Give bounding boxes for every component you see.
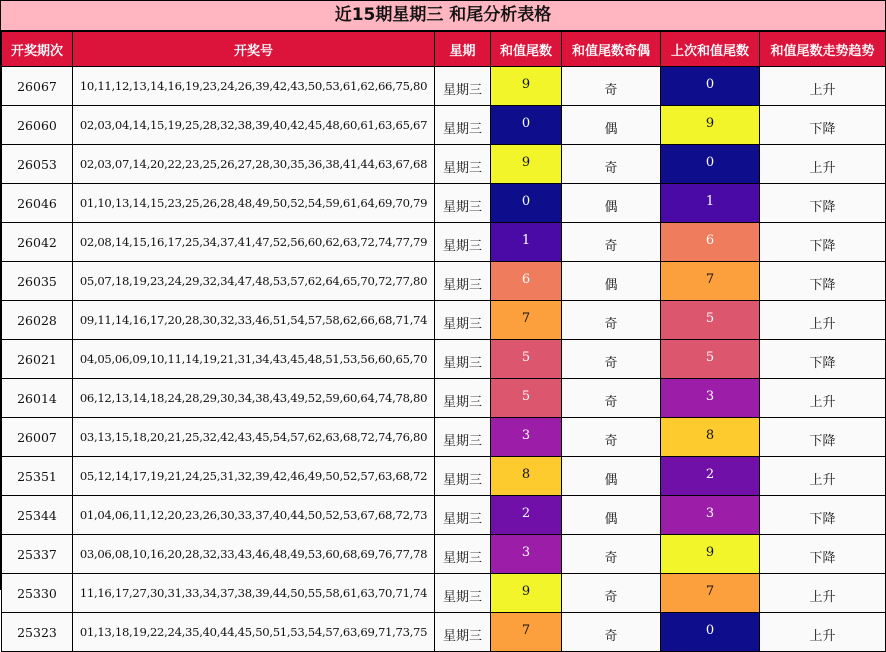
cell-issue: 26060 [2, 106, 73, 145]
table-row [2, 262, 886, 301]
cell-trend: 下降 [760, 535, 886, 574]
cell-numbers: 01,13,18,19,22,24,35,40,44,45,50,51,53,54,57,63,69,71,73,75 [73, 613, 435, 652]
cell-parity: 奇 [562, 613, 661, 652]
cell-issue: 25337 [2, 535, 73, 574]
cell-numbers: 11,16,17,27,30,31,33,34,37,38,39,44,50,55,58,61,63,70,71,74 [73, 574, 435, 613]
cell-numbers: 02,08,14,15,16,17,25,34,37,41,47,52,56,60,62,63,72,74,77,79 [73, 223, 435, 262]
table-row [2, 574, 886, 613]
cell-weekday: 星期三 [435, 613, 491, 652]
cell-parity: 偶 [562, 496, 661, 535]
cell-numbers: 01,10,13,14,15,23,25,26,28,48,49,50,52,54,59,61,64,69,70,79 [73, 184, 435, 223]
header-parity: 和值尾数奇偶 [562, 32, 661, 67]
cell-weekday: 星期三 [435, 496, 491, 535]
header-prev-tail: 上次和值尾数 [661, 32, 760, 67]
cell-issue: 25330 [2, 574, 73, 613]
cell-prev-tail: 1 [661, 184, 760, 223]
cell-trend: 下降 [760, 184, 886, 223]
table-row [2, 340, 886, 379]
cell-sum-tail: 5 [491, 379, 562, 418]
cell-prev-tail: 6 [661, 223, 760, 262]
cell-parity: 奇 [562, 223, 661, 262]
cell-prev-tail: 5 [661, 301, 760, 340]
table-row [2, 496, 886, 535]
cell-sum-tail: 3 [491, 418, 562, 457]
cell-numbers: 01,04,06,11,12,20,23,26,30,33,37,40,44,50,52,53,67,68,72,73 [73, 496, 435, 535]
cell-weekday: 星期三 [435, 67, 491, 106]
cell-issue: 26042 [2, 223, 73, 262]
cell-trend: 下降 [760, 262, 886, 301]
cell-trend: 上升 [760, 379, 886, 418]
cell-sum-tail: 0 [491, 106, 562, 145]
cell-prev-tail: 9 [661, 535, 760, 574]
cell-issue: 25344 [2, 496, 73, 535]
cell-sum-tail: 7 [491, 301, 562, 340]
cell-weekday: 星期三 [435, 574, 491, 613]
cell-parity: 奇 [562, 379, 661, 418]
cell-numbers: 02,03,07,14,20,22,23,25,26,27,28,30,35,36,38,41,44,63,67,68 [73, 145, 435, 184]
cell-weekday: 星期三 [435, 223, 491, 262]
cell-prev-tail: 0 [661, 145, 760, 184]
table-row [2, 301, 886, 340]
table-body [2, 67, 886, 652]
cell-prev-tail: 7 [661, 574, 760, 613]
cell-prev-tail: 7 [661, 262, 760, 301]
cell-weekday: 星期三 [435, 340, 491, 379]
cell-issue: 25351 [2, 457, 73, 496]
cell-sum-tail: 1 [491, 223, 562, 262]
cell-trend: 下降 [760, 106, 886, 145]
cell-sum-tail: 6 [491, 262, 562, 301]
cell-weekday: 星期三 [435, 379, 491, 418]
table-title: 近15期星期三 和尾分析表格 [1, 1, 885, 31]
cell-issue: 26067 [2, 67, 73, 106]
cell-numbers: 03,06,08,10,16,20,28,32,33,43,46,48,49,53,60,68,69,76,77,78 [73, 535, 435, 574]
cell-prev-tail: 2 [661, 457, 760, 496]
cell-issue: 26028 [2, 301, 73, 340]
cell-issue: 26021 [2, 340, 73, 379]
table-row [2, 223, 886, 262]
cell-numbers: 09,11,14,16,17,20,28,30,32,33,46,51,54,57,58,62,66,68,71,74 [73, 301, 435, 340]
cell-trend: 下降 [760, 340, 886, 379]
cell-numbers: 06,12,13,14,18,24,28,29,30,34,38,43,49,52,59,60,64,74,78,80 [73, 379, 435, 418]
cell-trend: 上升 [760, 145, 886, 184]
cell-sum-tail: 0 [491, 184, 562, 223]
cell-weekday: 星期三 [435, 301, 491, 340]
cell-numbers: 03,13,15,18,20,21,25,32,42,43,45,54,57,62,63,68,72,74,76,80 [73, 418, 435, 457]
cell-sum-tail: 9 [491, 574, 562, 613]
cell-trend: 下降 [760, 496, 886, 535]
cell-weekday: 星期三 [435, 184, 491, 223]
cell-parity: 奇 [562, 67, 661, 106]
header-weekday: 星期 [435, 32, 491, 67]
cell-parity: 奇 [562, 535, 661, 574]
cell-trend: 下降 [760, 223, 886, 262]
cell-parity: 奇 [562, 340, 661, 379]
cell-trend: 上升 [760, 574, 886, 613]
cell-prev-tail: 0 [661, 613, 760, 652]
cell-weekday: 星期三 [435, 106, 491, 145]
header-numbers: 开奖号 [73, 32, 435, 67]
cell-issue: 25323 [2, 613, 73, 652]
cell-trend: 上升 [760, 457, 886, 496]
cell-weekday: 星期三 [435, 535, 491, 574]
cell-sum-tail: 2 [491, 496, 562, 535]
cell-parity: 偶 [562, 262, 661, 301]
header-issue: 开奖期次 [2, 32, 73, 67]
cell-sum-tail: 9 [491, 145, 562, 184]
cell-sum-tail: 7 [491, 613, 562, 652]
cell-parity: 偶 [562, 106, 661, 145]
header-sum-tail: 和值尾数 [491, 32, 562, 67]
cell-sum-tail: 8 [491, 457, 562, 496]
table-row [2, 457, 886, 496]
cell-weekday: 星期三 [435, 457, 491, 496]
cell-sum-tail: 5 [491, 340, 562, 379]
table-row [2, 106, 886, 145]
cell-sum-tail: 3 [491, 535, 562, 574]
cell-numbers: 05,07,18,19,23,24,29,32,34,47,48,53,57,62,64,65,70,72,77,80 [73, 262, 435, 301]
cell-sum-tail: 9 [491, 67, 562, 106]
cell-parity: 奇 [562, 301, 661, 340]
cell-weekday: 星期三 [435, 262, 491, 301]
cell-numbers: 10,11,12,13,14,16,19,23,24,26,39,42,43,50,53,61,62,66,75,80 [73, 67, 435, 106]
cell-trend: 上升 [760, 301, 886, 340]
cell-prev-tail: 3 [661, 379, 760, 418]
cell-numbers: 02,03,04,14,15,19,25,28,32,38,39,40,42,45,48,60,61,63,65,67 [73, 106, 435, 145]
cell-numbers: 05,12,14,17,19,21,24,25,31,32,39,42,46,49,50,52,57,63,68,72 [73, 457, 435, 496]
cell-issue: 26014 [2, 379, 73, 418]
cell-issue: 26053 [2, 145, 73, 184]
cell-issue: 26007 [2, 418, 73, 457]
header-row [2, 32, 886, 67]
table-row [2, 184, 886, 223]
table-row [2, 613, 886, 652]
cell-trend: 上升 [760, 613, 886, 652]
cell-parity: 奇 [562, 574, 661, 613]
cell-parity: 偶 [562, 184, 661, 223]
cell-parity: 奇 [562, 418, 661, 457]
cell-numbers: 04,05,06,09,10,11,14,19,21,31,34,43,45,48,51,53,56,60,65,70 [73, 340, 435, 379]
cell-trend: 下降 [760, 418, 886, 457]
cell-weekday: 星期三 [435, 145, 491, 184]
cell-prev-tail: 5 [661, 340, 760, 379]
cell-parity: 偶 [562, 457, 661, 496]
cell-weekday: 星期三 [435, 418, 491, 457]
cell-parity: 奇 [562, 145, 661, 184]
lottery-table [1, 31, 886, 652]
header-trend: 和值尾数走势趋势 [760, 32, 886, 67]
cell-trend: 上升 [760, 67, 886, 106]
table-row [2, 535, 886, 574]
table-row [2, 418, 886, 457]
cell-prev-tail: 8 [661, 418, 760, 457]
cell-prev-tail: 9 [661, 106, 760, 145]
table-row [2, 379, 886, 418]
cell-prev-tail: 0 [661, 67, 760, 106]
cell-prev-tail: 3 [661, 496, 760, 535]
cell-issue: 26046 [2, 184, 73, 223]
table-row [2, 67, 886, 106]
cell-issue: 26035 [2, 262, 73, 301]
table-row [2, 145, 886, 184]
